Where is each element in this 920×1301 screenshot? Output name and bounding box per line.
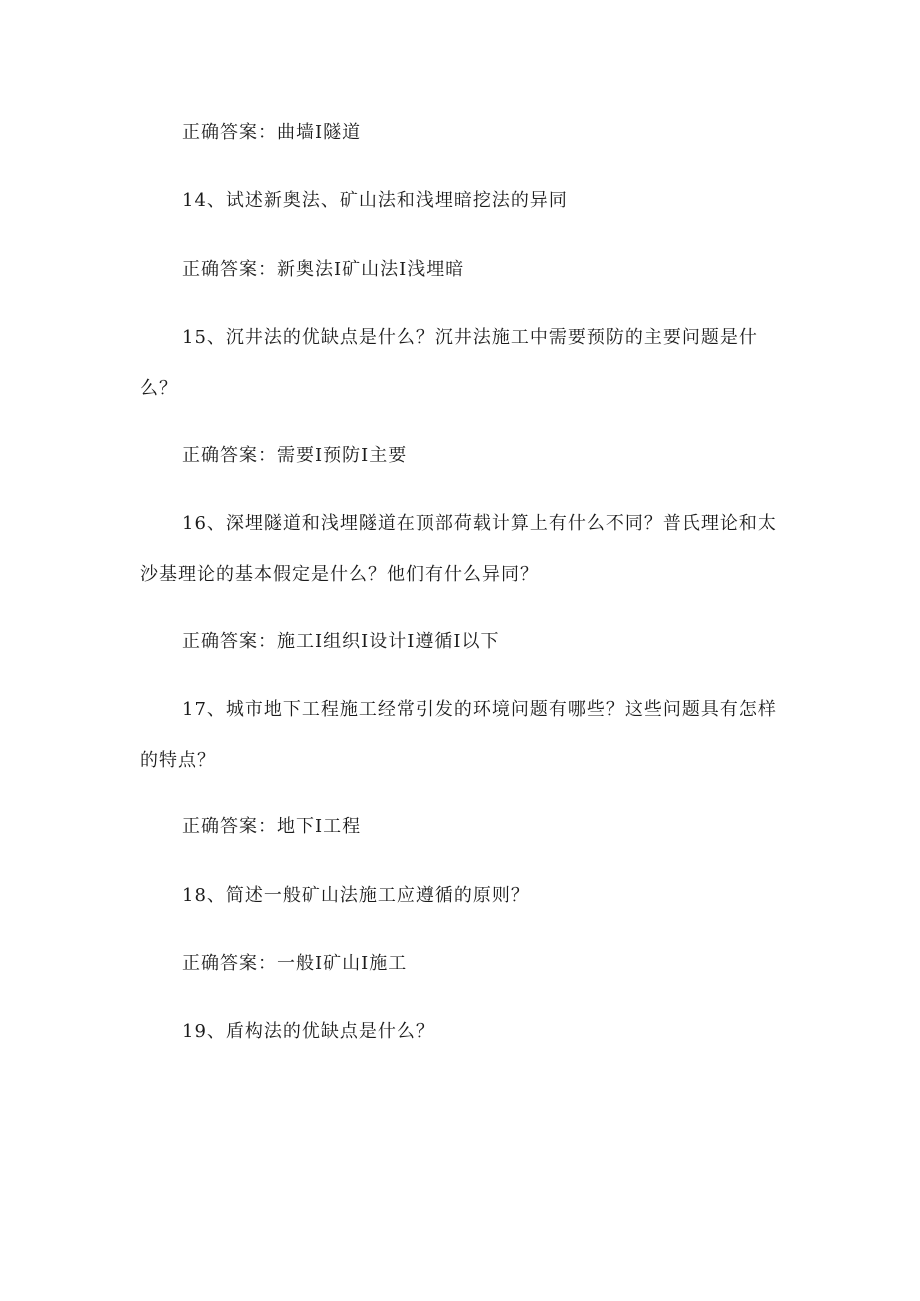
question-17: 17、城市地下工程施工经常引发的环境问题有哪些？这些问题具有怎样的特点？ (140, 699, 777, 771)
answer-line: 正确答案：新奥法Ⅰ矿山法Ⅰ浅埋暗 (182, 259, 465, 280)
answer-line: 正确答案：需要Ⅰ预防Ⅰ主要 (182, 445, 408, 466)
answer-line: 正确答案：地下Ⅰ工程 (182, 816, 362, 837)
question-19: 19、盾构法的优缺点是什么？ (182, 1021, 435, 1042)
answer-line: 正确答案：施工Ⅰ组织Ⅰ设计Ⅰ遵循Ⅰ以下 (182, 631, 500, 652)
question-14: 14、试述新奥法、矿山法和浅埋暗挖法的异同 (182, 190, 568, 211)
question-15: 15、沉井法的优缺点是什么？沉井法施工中需要预防的主要问题是什么？ (140, 327, 758, 399)
question-16: 16、深埋隧道和浅埋隧道在顶部荷载计算上有什么不同？普氏理论和太沙基理论的基本假定是什么？他们有什么异同？ (140, 513, 777, 585)
answer-line: 正确答案：曲墙Ⅰ隧道 (182, 122, 362, 143)
question-18: 18、简述一般矿山法施工应遵循的原则？ (182, 885, 530, 906)
answer-line: 正确答案：一般Ⅰ矿山Ⅰ施工 (182, 953, 408, 974)
